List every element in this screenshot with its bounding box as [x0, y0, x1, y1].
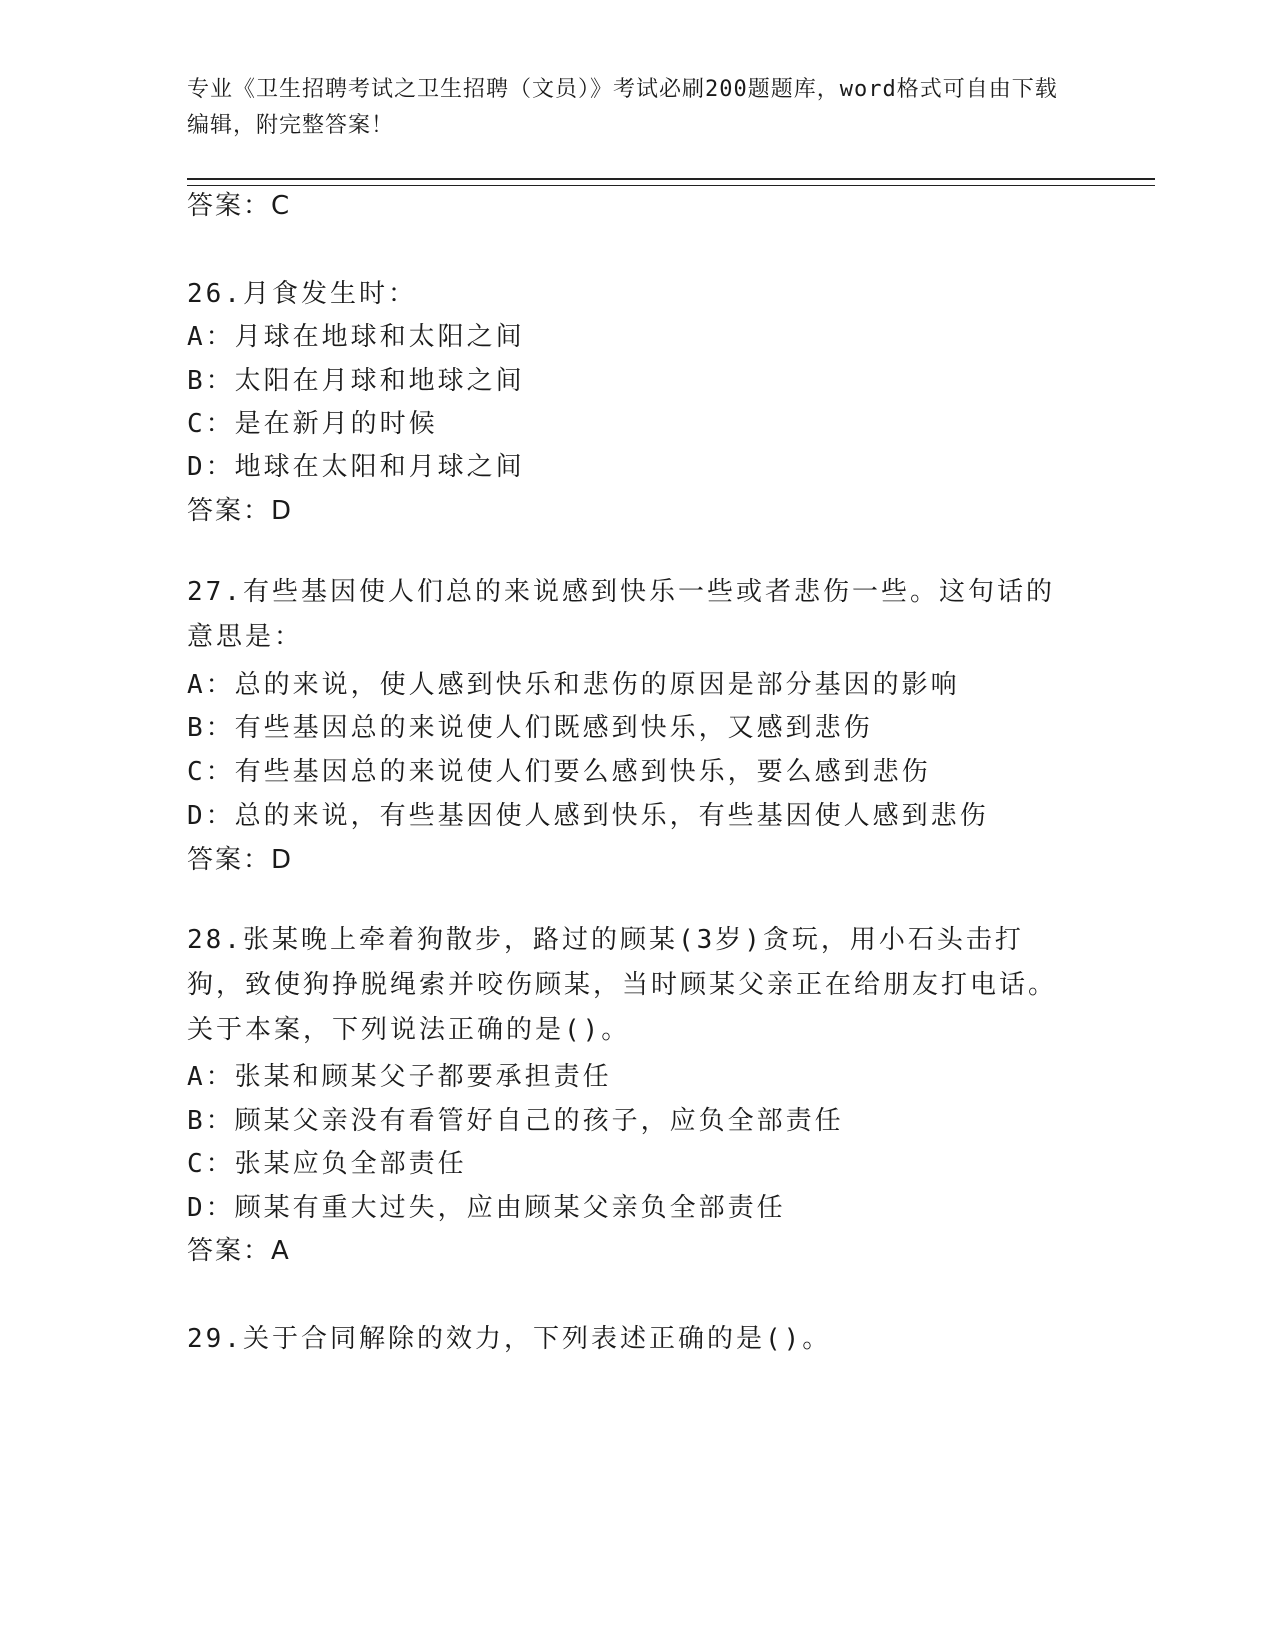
question-28-option-a: A：张某和顾某父子都要承担责任 — [187, 1062, 612, 1092]
document-header: 专业《卫生招聘考试之卫生招聘（文员）》考试必刷200题题库，word格式可自由下载编辑，附完整答案！ — [187, 77, 1058, 138]
question-26-stem: 26.月食发生时： — [187, 279, 417, 309]
question-27-option-c: C：有些基因总的来说使人们要么感到快乐，要么感到悲伤 — [187, 757, 931, 787]
question-26-option-c: C：是在新月的时候 — [187, 409, 438, 439]
question-27-stem: 27.有些基因使人们总的来说感到快乐一些或者悲伤一些。这句话的意思是： — [187, 577, 1055, 652]
question-27-option-a: A：总的来说，使人感到快乐和悲伤的原因是部分基因的影响 — [187, 670, 960, 700]
question-28-option-b: B：顾某父亲没有看管好自己的孩子，应负全部责任 — [187, 1106, 844, 1136]
question-26-answer: 答案：D — [187, 496, 294, 526]
header-divider — [187, 178, 1155, 186]
question-29-stem: 29.关于合同解除的效力，下列表述正确的是()。 — [187, 1324, 832, 1354]
question-28-stem: 28.张某晚上牵着狗散步，路过的顾某(3岁)贪玩，用小石头击打狗，致使狗挣脱绳索并咬伤顾某，当时顾某父亲正在给朋友打电话。关于本案，下列说法正确的是()。 — [187, 925, 1058, 1045]
question-26-option-b: B：太阳在月球和地球之间 — [187, 366, 525, 396]
question-28-option-d: D：顾某有重大过失，应由顾某父亲负全部责任 — [187, 1193, 786, 1223]
question-26-option-a: A：月球在地球和太阳之间 — [187, 322, 525, 352]
question-27-answer: 答案：D — [187, 845, 294, 875]
question-28-option-c: C：张某应负全部责任 — [187, 1149, 467, 1179]
question-28-answer: 答案：A — [187, 1236, 291, 1266]
question-27-option-b: B：有些基因总的来说使人们既感到快乐，又感到悲伤 — [187, 713, 873, 743]
answer-25: 答案：C — [187, 191, 292, 221]
question-26-option-d: D：地球在太阳和月球之间 — [187, 452, 525, 482]
question-27-option-d: D：总的来说，有些基因使人感到快乐，有些基因使人感到悲伤 — [187, 801, 989, 831]
